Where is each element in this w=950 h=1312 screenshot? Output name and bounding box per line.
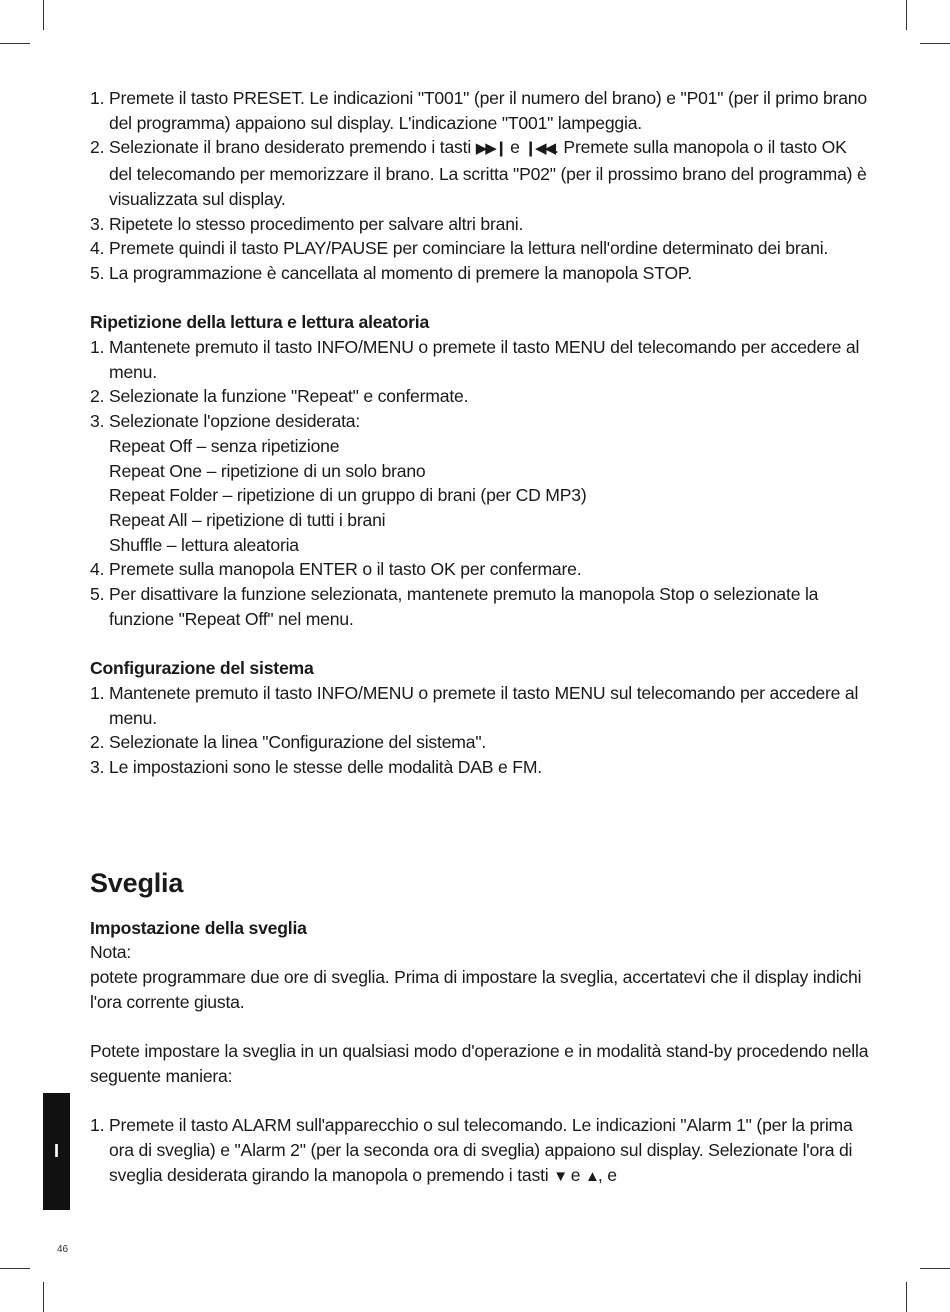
repeat-steps-list xyxy=(90,335,870,631)
list-item: 1. Premete il tasto ALARM sull'apparecchio o sul telecomando. Le indicazioni "Alarm 1" (per la prima ora di sveglia) e "Alarm 2" (per la seconda ora di sveglia) appaiono sul display. Selezionate l'ora di sveglia desiderata girando la manopola o premendo i tasti ▼ e ▲, e xyxy=(90,1115,853,1185)
intro-paragraph: Potete impostare la sveglia in un qualsiasi modo d'operazione e in modalità stand-by procedendo nella seguente maniera: xyxy=(90,1041,869,1086)
list-item: 3. Selezionate l'opzione desiderata: Repeat Off – senza ripetizione Repeat One – ripetizione di un solo brano Repeat Folder – ripetizione di un gruppo di brani (per CD MP3) Repeat All – ripetizione di tutti i brani Shuffle – lettura aleatoria xyxy=(90,409,870,557)
crop-mark xyxy=(0,43,30,44)
list-item: 3. Le impostazioni sono le stesse delle modalità DAB e FM. xyxy=(90,756,542,777)
alarm-steps-list xyxy=(90,1113,870,1189)
list-item: 5. Per disattivare la funzione selezionata, mantenete premuto la manopola Stop o selezionate la funzione "Repeat Off" nel menu. xyxy=(90,584,819,629)
config-steps-list xyxy=(90,681,870,780)
page-number: 46 xyxy=(57,1244,69,1255)
crop-mark xyxy=(43,0,44,30)
note-text: potete programmare due ore di sveglia. Prima di impostare la sveglia, accertatevi che il display indichi l'ora corrente giusta. xyxy=(90,967,862,1012)
crop-mark xyxy=(0,1268,30,1269)
repeat-option: Repeat Folder – ripetizione di un gruppo di brani (per CD MP3) xyxy=(109,485,587,506)
list-item: 5. La programmazione è cancellata al momento di premere la manopola STOP. xyxy=(90,262,692,283)
list-item: 1. Mantenete premuto il tasto INFO/MENU o premete il tasto MENU del telecomando per accedere al menu. xyxy=(90,337,860,382)
list-item: 1. Mantenete premuto il tasto INFO/MENU o premete il tasto MENU sul telecomando per accedere al menu. xyxy=(90,682,859,728)
skip-forward-icon: ▶▶❙ xyxy=(475,140,506,158)
note-label: Nota: xyxy=(90,942,132,963)
list-item: 2. Selezionate la linea "Configurazione del sistema". xyxy=(90,732,487,753)
list-item: 4. Premete quindi il tasto PLAY/PAUSE per cominciare la lettura nell'ordine determinato dei brani. xyxy=(90,238,829,259)
arrow-up-icon: ▲ xyxy=(585,1167,598,1185)
alarm-heading: Impostazione della sveglia xyxy=(90,917,307,938)
repeat-option: Repeat Off – senza ripetizione xyxy=(109,435,340,456)
skip-back-icon: ❙◀◀ xyxy=(524,140,555,158)
crop-mark xyxy=(43,1282,44,1312)
list-item: 4. Premete sulla manopola ENTER o il tasto OK per confermare. xyxy=(90,559,582,580)
language-tab: I xyxy=(43,1093,70,1210)
spacer xyxy=(90,1089,870,1114)
repeat-option: Repeat One – ripetizione di un solo brano xyxy=(109,460,426,481)
arrow-down-icon: ▼ xyxy=(553,1167,567,1185)
crop-mark xyxy=(920,1268,950,1269)
crop-mark xyxy=(906,0,907,30)
list-item: 2. Selezionate il brano desiderato premendo i tasti ▶▶❙ e ❙◀◀. Premete sulla manopola o il tasto OK del telecomando per memorizzare il brano. La scritta "P02" (per il prossimo brano del programma) è visualizzata sul display. xyxy=(90,137,867,209)
list-item: 3. Ripetete lo stesso procedimento per salvare altri brani. xyxy=(90,213,524,234)
section-title: Sveglia xyxy=(90,867,184,898)
repeat-option: Repeat All – ripetizione di tutti i brani xyxy=(109,509,386,530)
spacer xyxy=(90,1014,870,1039)
config-heading: Configurazione del sistema xyxy=(90,658,314,679)
repeat-heading: Ripetizione della lettura e lettura aleatoria xyxy=(90,312,430,333)
crop-mark xyxy=(920,43,950,44)
repeat-option: Shuffle – lettura aleatoria xyxy=(109,534,299,555)
program-steps-list xyxy=(90,86,870,286)
crop-mark xyxy=(906,1282,907,1312)
list-item: 2. Selezionate la funzione "Repeat" e confermate. xyxy=(90,386,469,407)
list-item: 1. Premete il tasto PRESET. Le indicazioni "T001" (per il numero del brano) e "P01" (per il primo brano del programma) appaiono sul display. L'indicazione "T001" lampeggia. xyxy=(90,88,867,133)
page-content xyxy=(90,86,870,1189)
